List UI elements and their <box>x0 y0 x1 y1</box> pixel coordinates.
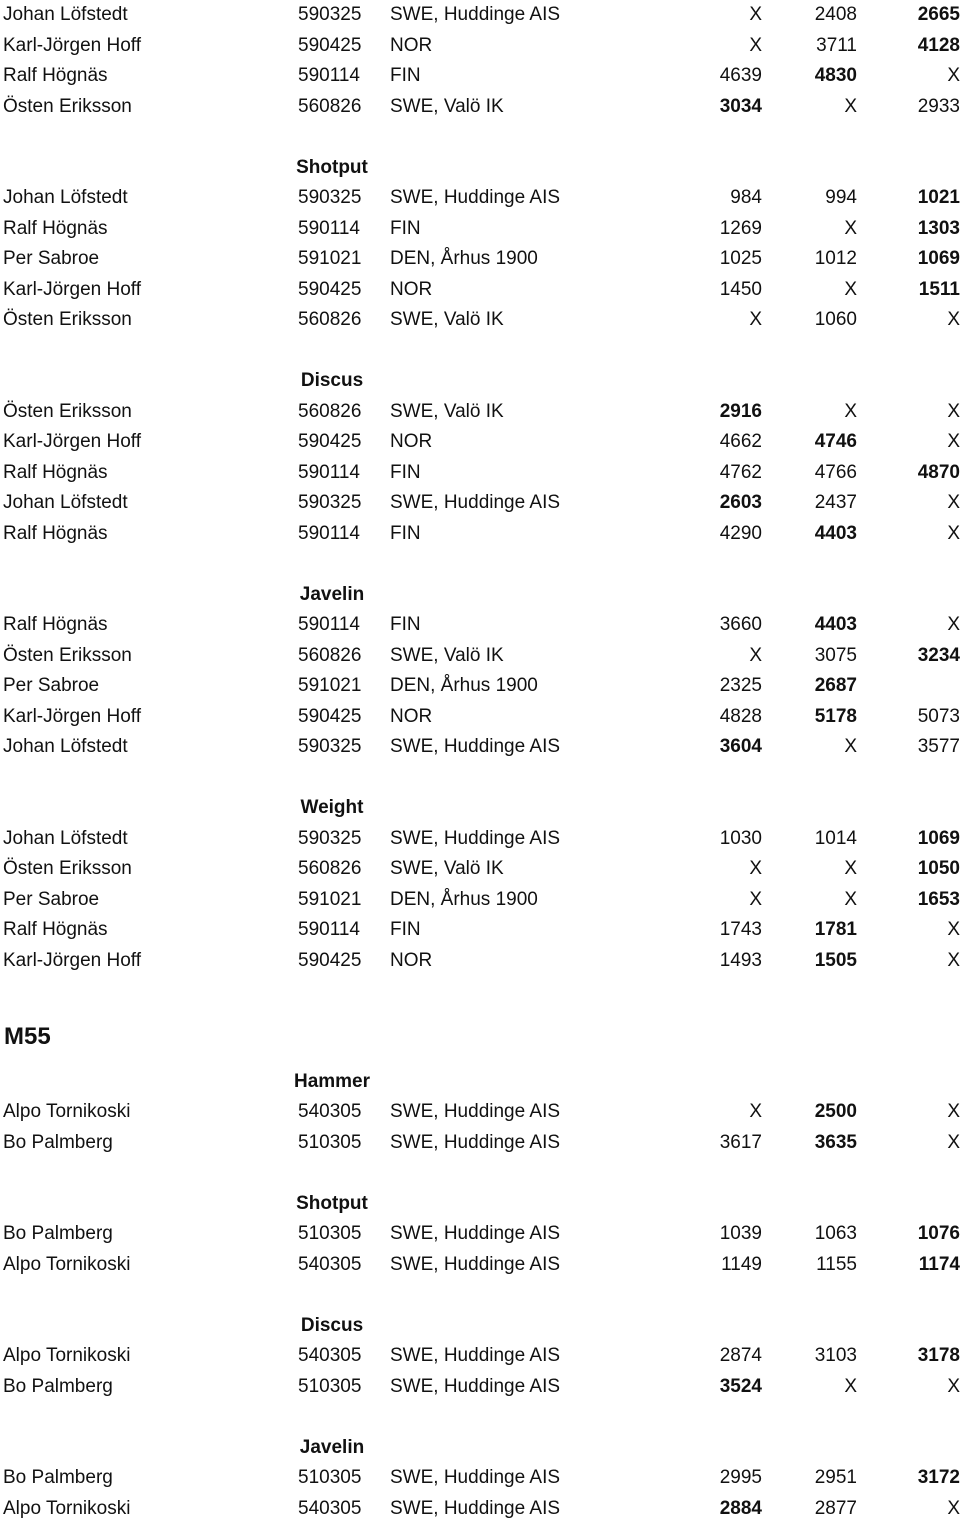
athlete-name: Ralf Högnäs <box>3 461 108 483</box>
result-row <box>0 305 960 336</box>
club-name: SWE, Valö IK <box>390 95 504 117</box>
attempt-2: 994 <box>825 187 857 208</box>
result-row <box>0 641 960 672</box>
athlete-name: Östen Eriksson <box>3 644 132 666</box>
club-name: SWE, Huddinge AIS <box>390 1345 561 1366</box>
attempt-1: 3660 <box>719 614 762 635</box>
result-row <box>0 519 960 550</box>
attempt-3: X <box>947 65 960 86</box>
attempt-3: X <box>947 949 960 971</box>
attempt-3: X <box>947 919 960 940</box>
spacer <box>0 336 960 367</box>
club-name: SWE, Huddinge AIS <box>390 187 561 208</box>
birth-date: 590114 <box>298 65 360 86</box>
club-name: FIN <box>390 461 421 483</box>
result-row <box>0 854 960 885</box>
club-name: SWE, Huddinge AIS <box>390 827 561 849</box>
attempt-3: X <box>947 431 960 452</box>
attempt-1: X <box>749 1101 762 1122</box>
attempt-1: X <box>749 644 762 666</box>
athlete-name: Karl-Jörgen Hoff <box>3 431 141 452</box>
birth-date: 560826 <box>298 95 362 117</box>
attempt-3: 2933 <box>917 95 960 117</box>
birth-date: 560826 <box>298 309 362 330</box>
event-heading-row <box>0 153 960 184</box>
attempt-3: 1174 <box>918 1253 960 1275</box>
athlete-name: Per Sabroe <box>3 248 100 269</box>
attempt-3: 4870 <box>917 461 960 483</box>
result-row <box>0 31 960 62</box>
attempt-2: 4830 <box>814 65 857 86</box>
attempt-1: 1743 <box>719 919 762 940</box>
club-name: DEN, Århus 1900 <box>390 675 538 696</box>
attempt-1: 3604 <box>719 736 762 757</box>
birth-date: 591021 <box>298 248 362 269</box>
athlete-name: Johan Löfstedt <box>3 827 128 849</box>
club-name: SWE, Huddinge AIS <box>390 736 561 757</box>
athlete-name: Alpo Tornikoski <box>3 1345 131 1366</box>
attempt-3: 3577 <box>917 736 960 757</box>
result-row <box>0 1341 960 1372</box>
athlete-name: Ralf Högnäs <box>3 522 108 544</box>
club-name: SWE, Valö IK <box>390 400 504 422</box>
athlete-name: Ralf Högnäs <box>3 217 108 239</box>
attempt-1: 4290 <box>719 522 762 544</box>
attempt-3: 1303 <box>917 217 960 239</box>
birth-date: 590425 <box>298 949 362 971</box>
attempt-1: X <box>749 858 762 879</box>
result-row <box>0 1219 960 1250</box>
athlete-name: Alpo Tornikoski <box>3 1101 131 1122</box>
spacer <box>0 976 960 1007</box>
attempt-3: 1021 <box>917 187 960 208</box>
athlete-name: Bo Palmberg <box>3 1223 113 1244</box>
club-name: SWE, Valö IK <box>390 858 504 879</box>
attempt-3: 4128 <box>917 34 960 56</box>
club-name: NOR <box>390 949 433 971</box>
result-row <box>0 1372 960 1403</box>
attempt-2: X <box>844 95 857 117</box>
athlete-name: Johan Löfstedt <box>3 492 128 513</box>
result-row <box>0 183 960 214</box>
result-row <box>0 427 960 458</box>
birth-date: 590114 <box>298 522 360 544</box>
spacer <box>0 1158 960 1189</box>
attempt-2: 4766 <box>814 461 857 483</box>
attempt-2: 3075 <box>814 644 857 666</box>
spacer <box>0 763 960 794</box>
athlete-name: Östen Eriksson <box>3 309 132 330</box>
attempt-1: 1030 <box>719 827 762 849</box>
birth-date: 590325 <box>298 492 362 513</box>
result-row <box>0 915 960 946</box>
birth-date: 560826 <box>298 858 362 879</box>
attempt-2: 1063 <box>814 1223 857 1244</box>
result-row <box>0 610 960 641</box>
birth-date: 590114 <box>298 614 360 635</box>
spacer <box>0 1402 960 1433</box>
attempt-1: X <box>749 4 762 25</box>
attempt-3: 1069 <box>917 827 960 849</box>
result-row <box>0 397 960 428</box>
attempt-2: 1505 <box>814 949 857 971</box>
event-heading-row <box>0 366 960 397</box>
result-row <box>0 214 960 245</box>
attempt-1: 2603 <box>719 492 762 513</box>
result-row <box>0 1250 960 1281</box>
result-row <box>0 1128 960 1159</box>
attempt-1: 4662 <box>719 431 762 452</box>
event-title: Javelin <box>299 583 365 605</box>
club-name: FIN <box>390 919 421 940</box>
attempt-2: 1060 <box>814 309 857 330</box>
attempt-2: X <box>844 1375 857 1397</box>
attempt-1: 984 <box>730 187 762 208</box>
club-name: SWE, Huddinge AIS <box>390 1131 561 1153</box>
event-title: Javelin <box>299 1436 365 1458</box>
birth-date: 590325 <box>298 736 362 757</box>
birth-date: 590325 <box>298 4 362 25</box>
attempt-2: X <box>844 858 857 879</box>
club-name: FIN <box>390 217 421 239</box>
birth-date: 540305 <box>298 1497 362 1519</box>
result-row <box>0 0 960 31</box>
attempt-2: 3103 <box>814 1345 857 1366</box>
athlete-name: Karl-Jörgen Hoff <box>3 278 141 300</box>
attempt-2: 1012 <box>814 248 857 269</box>
attempt-2: 2437 <box>814 492 857 513</box>
attempt-2: 2687 <box>814 675 857 696</box>
club-name: SWE, Huddinge AIS <box>390 1101 561 1122</box>
birth-date: 540305 <box>298 1101 362 1122</box>
club-name: NOR <box>390 34 433 56</box>
birth-date: 591021 <box>298 675 362 696</box>
result-row <box>0 671 960 702</box>
result-row <box>0 92 960 123</box>
attempt-1: 2325 <box>719 675 762 696</box>
club-name: SWE, Huddinge AIS <box>390 4 561 25</box>
attempt-3: 1050 <box>917 858 960 879</box>
birth-date: 590114 <box>298 919 360 940</box>
result-row <box>0 61 960 92</box>
attempt-2: 2877 <box>814 1497 857 1519</box>
attempt-1: 1039 <box>719 1223 762 1244</box>
attempt-2: 1781 <box>814 919 857 940</box>
attempt-2: 1014 <box>814 827 857 849</box>
athlete-name: Bo Palmberg <box>3 1131 113 1153</box>
birth-date: 510305 <box>298 1467 362 1488</box>
athlete-name: Ralf Högnäs <box>3 65 108 86</box>
result-row <box>0 1494 960 1525</box>
attempt-3: 5073 <box>917 705 960 727</box>
event-heading-row <box>0 580 960 611</box>
birth-date: 540305 <box>298 1253 362 1275</box>
club-name: NOR <box>390 278 433 300</box>
attempt-1: 4762 <box>719 461 762 483</box>
attempt-2: 2951 <box>814 1467 857 1488</box>
attempt-3: 1511 <box>918 278 960 300</box>
attempt-1: 4639 <box>719 65 762 86</box>
attempt-2: X <box>844 888 857 910</box>
attempt-3: X <box>947 522 960 544</box>
event-heading-row <box>0 1189 960 1220</box>
birth-date: 590325 <box>298 187 362 208</box>
attempt-2: X <box>844 217 857 239</box>
club-name: SWE, Huddinge AIS <box>390 1467 561 1488</box>
club-name: DEN, Århus 1900 <box>390 248 538 269</box>
attempt-2: 3635 <box>814 1131 857 1153</box>
club-name: SWE, Huddinge AIS <box>390 1223 561 1244</box>
birth-date: 510305 <box>298 1375 362 1397</box>
club-name: SWE, Huddinge AIS <box>390 492 561 513</box>
result-row <box>0 702 960 733</box>
attempt-2: 2408 <box>814 4 857 25</box>
birth-date: 590325 <box>298 827 362 849</box>
birth-date: 590114 <box>298 461 360 483</box>
attempt-3: 2665 <box>917 4 960 25</box>
attempt-1: 1025 <box>719 248 762 269</box>
attempt-1: 3617 <box>719 1131 762 1153</box>
attempt-1: 3034 <box>719 95 762 117</box>
attempt-1: 4828 <box>719 705 762 727</box>
club-name: SWE, Huddinge AIS <box>390 1497 561 1519</box>
athlete-name: Bo Palmberg <box>3 1375 113 1397</box>
result-row <box>0 1463 960 1494</box>
spacer <box>0 549 960 580</box>
event-title: Discus <box>300 370 364 391</box>
result-row <box>0 1097 960 1128</box>
birth-date: 590114 <box>298 217 360 239</box>
birth-date: 590425 <box>298 705 362 727</box>
attempt-1: 2874 <box>719 1345 762 1366</box>
attempt-2: 4746 <box>814 431 857 452</box>
attempt-2: 2500 <box>814 1101 857 1122</box>
club-name: SWE, Valö IK <box>390 309 504 330</box>
athlete-name: Karl-Jörgen Hoff <box>3 34 141 56</box>
spacer <box>0 122 960 153</box>
attempt-3: X <box>947 1101 960 1122</box>
event-title: Shotput <box>296 1192 368 1214</box>
athlete-name: Karl-Jörgen Hoff <box>3 949 141 971</box>
attempt-3: X <box>947 1131 960 1153</box>
attempt-2: 5178 <box>814 705 857 727</box>
attempt-3: 1653 <box>917 888 960 910</box>
result-row <box>0 275 960 306</box>
club-name: FIN <box>390 522 421 544</box>
attempt-1: 1450 <box>719 278 762 300</box>
attempt-3: X <box>947 1375 960 1397</box>
birth-date: 510305 <box>298 1223 362 1244</box>
athlete-name: Johan Löfstedt <box>3 736 128 757</box>
attempt-3: 3172 <box>917 1467 960 1488</box>
attempt-3: X <box>947 1497 960 1519</box>
result-row <box>0 488 960 519</box>
athlete-name: Per Sabroe <box>3 675 100 696</box>
attempt-3: X <box>947 309 960 330</box>
result-row <box>0 946 960 977</box>
athlete-name: Östen Eriksson <box>3 858 132 879</box>
result-row <box>0 458 960 489</box>
birth-date: 560826 <box>298 644 362 666</box>
result-row <box>0 885 960 916</box>
attempt-1: X <box>749 888 762 910</box>
athlete-name: Bo Palmberg <box>3 1467 113 1488</box>
attempt-2: 3711 <box>816 34 857 56</box>
attempt-1: 3524 <box>719 1375 762 1397</box>
result-row <box>0 824 960 855</box>
attempt-2: 4403 <box>814 614 857 635</box>
athlete-name: Alpo Tornikoski <box>3 1253 131 1275</box>
event-title: Shotput <box>296 156 368 178</box>
club-name: SWE, Valö IK <box>390 644 504 666</box>
attempt-2: 1155 <box>816 1253 857 1275</box>
attempt-1: 2995 <box>719 1467 762 1488</box>
athlete-name: Karl-Jörgen Hoff <box>3 705 141 727</box>
attempt-2: X <box>844 736 857 757</box>
attempt-3: X <box>947 400 960 422</box>
attempt-1: 1269 <box>719 217 762 239</box>
athlete-name: Östen Eriksson <box>3 400 132 422</box>
birth-date: 540305 <box>298 1345 362 1366</box>
age-class-title: M55 <box>4 1022 51 1050</box>
attempt-3: X <box>947 492 960 513</box>
attempt-1: 1149 <box>721 1253 762 1275</box>
athlete-name: Per Sabroe <box>3 888 100 910</box>
event-heading-row <box>0 1067 960 1098</box>
club-name: NOR <box>390 705 433 727</box>
event-heading-row <box>0 1311 960 1342</box>
birth-date: 591021 <box>298 888 362 910</box>
athlete-name: Johan Löfstedt <box>3 187 128 208</box>
birth-date: 510305 <box>298 1131 362 1153</box>
attempt-1: 1493 <box>719 949 762 971</box>
attempt-3: 3234 <box>917 644 960 666</box>
club-name: DEN, Århus 1900 <box>390 888 538 910</box>
event-title: Weight <box>300 797 364 818</box>
event-heading-row <box>0 1433 960 1464</box>
athlete-name: Ralf Högnäs <box>3 614 108 635</box>
attempt-1: 2916 <box>719 400 762 422</box>
club-name: SWE, Huddinge AIS <box>390 1253 561 1275</box>
result-row <box>0 244 960 275</box>
club-name: FIN <box>390 65 421 86</box>
event-title: Hammer <box>293 1070 371 1092</box>
athlete-name: Johan Löfstedt <box>3 4 128 25</box>
attempt-1: X <box>749 309 762 330</box>
birth-date: 590425 <box>298 278 362 300</box>
attempt-3: 1076 <box>917 1223 960 1244</box>
attempt-2: 4403 <box>814 522 857 544</box>
attempt-3: 3178 <box>917 1345 960 1366</box>
attempt-3: 1069 <box>917 248 960 269</box>
club-name: NOR <box>390 431 433 452</box>
attempt-3: X <box>947 614 960 635</box>
event-title: Discus <box>300 1314 364 1336</box>
birth-date: 560826 <box>298 400 362 422</box>
birth-date: 590425 <box>298 34 362 56</box>
athlete-name: Alpo Tornikoski <box>3 1497 131 1519</box>
birth-date: 590425 <box>298 431 362 452</box>
attempt-2: X <box>844 400 857 422</box>
club-name: FIN <box>390 614 421 635</box>
attempt-2: X <box>844 278 857 300</box>
event-heading-row <box>0 793 960 824</box>
club-name: SWE, Huddinge AIS <box>390 1375 561 1397</box>
spacer <box>0 1280 960 1311</box>
result-row <box>0 732 960 763</box>
attempt-1: X <box>749 34 762 56</box>
athlete-name: Ralf Högnäs <box>3 919 108 940</box>
athlete-name: Östen Eriksson <box>3 95 132 117</box>
attempt-1: 2884 <box>719 1497 762 1519</box>
